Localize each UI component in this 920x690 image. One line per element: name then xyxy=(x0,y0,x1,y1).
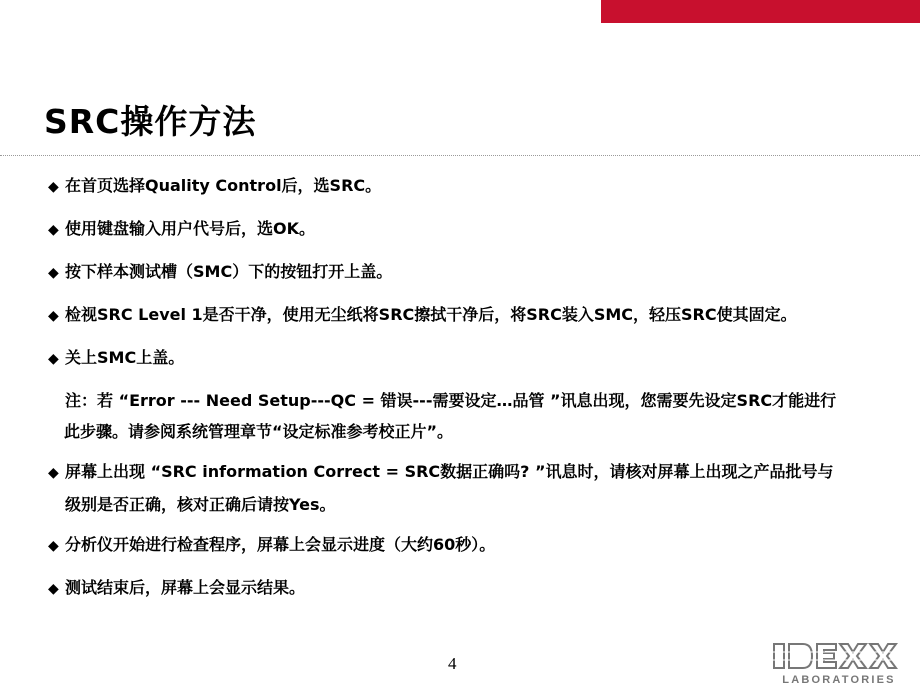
slide-title: SRC操作方法 xyxy=(44,102,257,141)
item-text: 分析仪开始进行检查程序，屏幕上会显示进度（大约60秒）。 xyxy=(65,535,496,554)
bullet-list xyxy=(48,170,888,615)
item-text: 按下样本测试槽（SMC）下的按钮打开上盖。 xyxy=(65,262,393,281)
diamond-bullet-icon: ◆ xyxy=(48,581,59,597)
list-item xyxy=(48,256,888,289)
title-divider xyxy=(0,155,920,156)
diamond-bullet-icon: ◆ xyxy=(48,179,59,195)
list-item xyxy=(48,529,888,562)
item-text: 关上SMC上盖。 xyxy=(65,348,185,367)
diamond-bullet-icon: ◆ xyxy=(48,538,59,554)
note-item xyxy=(48,385,888,447)
note-text-line-2: 此步骤。请参阅系统管理章节“设定标准参考校正片”。 xyxy=(64,422,454,441)
diamond-bullet-icon: ◆ xyxy=(48,265,59,281)
list-item xyxy=(48,213,888,246)
header-accent-bar xyxy=(601,0,920,23)
item-text-line-2: 级别是否正确，核对正确后请按Yes。 xyxy=(65,495,336,514)
item-text: 测试结束后，屏幕上会显示结果。 xyxy=(65,578,306,597)
idexx-laboratories-logo xyxy=(772,641,906,687)
diamond-bullet-icon: ◆ xyxy=(48,308,59,324)
item-text-line-1: 屏幕上出现 “SRC information Correct = SRC数据正确吗? ”讯息时，请核对屏幕上出现之产品批号与 xyxy=(65,462,834,481)
note-text-line-1: 注：若 “Error --- Need Setup---QC = 错误---需要设定…品管 ”讯息出现，您需要先设定SRC才能进行 xyxy=(65,391,837,410)
item-text: 使用键盘输入用户代号后，选OK。 xyxy=(65,219,316,238)
page-number: 4 xyxy=(448,654,457,673)
list-item xyxy=(48,572,888,605)
list-item xyxy=(48,456,888,520)
item-text: 检视SRC Level 1是否干净，使用无尘纸将SRC擦拭干净后，将SRC装入SMC，轻压SRC使其固定。 xyxy=(65,305,797,324)
diamond-bullet-icon: ◆ xyxy=(48,465,59,481)
list-item xyxy=(48,170,888,203)
diamond-bullet-icon: ◆ xyxy=(48,222,59,238)
logo-subtitle: LABORATORIES xyxy=(782,674,896,686)
list-item xyxy=(48,342,888,375)
list-item xyxy=(48,299,888,332)
logo-wordmark xyxy=(774,644,896,668)
diamond-bullet-icon: ◆ xyxy=(48,351,59,367)
item-text: 在首页选择Quality Control后，选SRC。 xyxy=(65,176,382,195)
